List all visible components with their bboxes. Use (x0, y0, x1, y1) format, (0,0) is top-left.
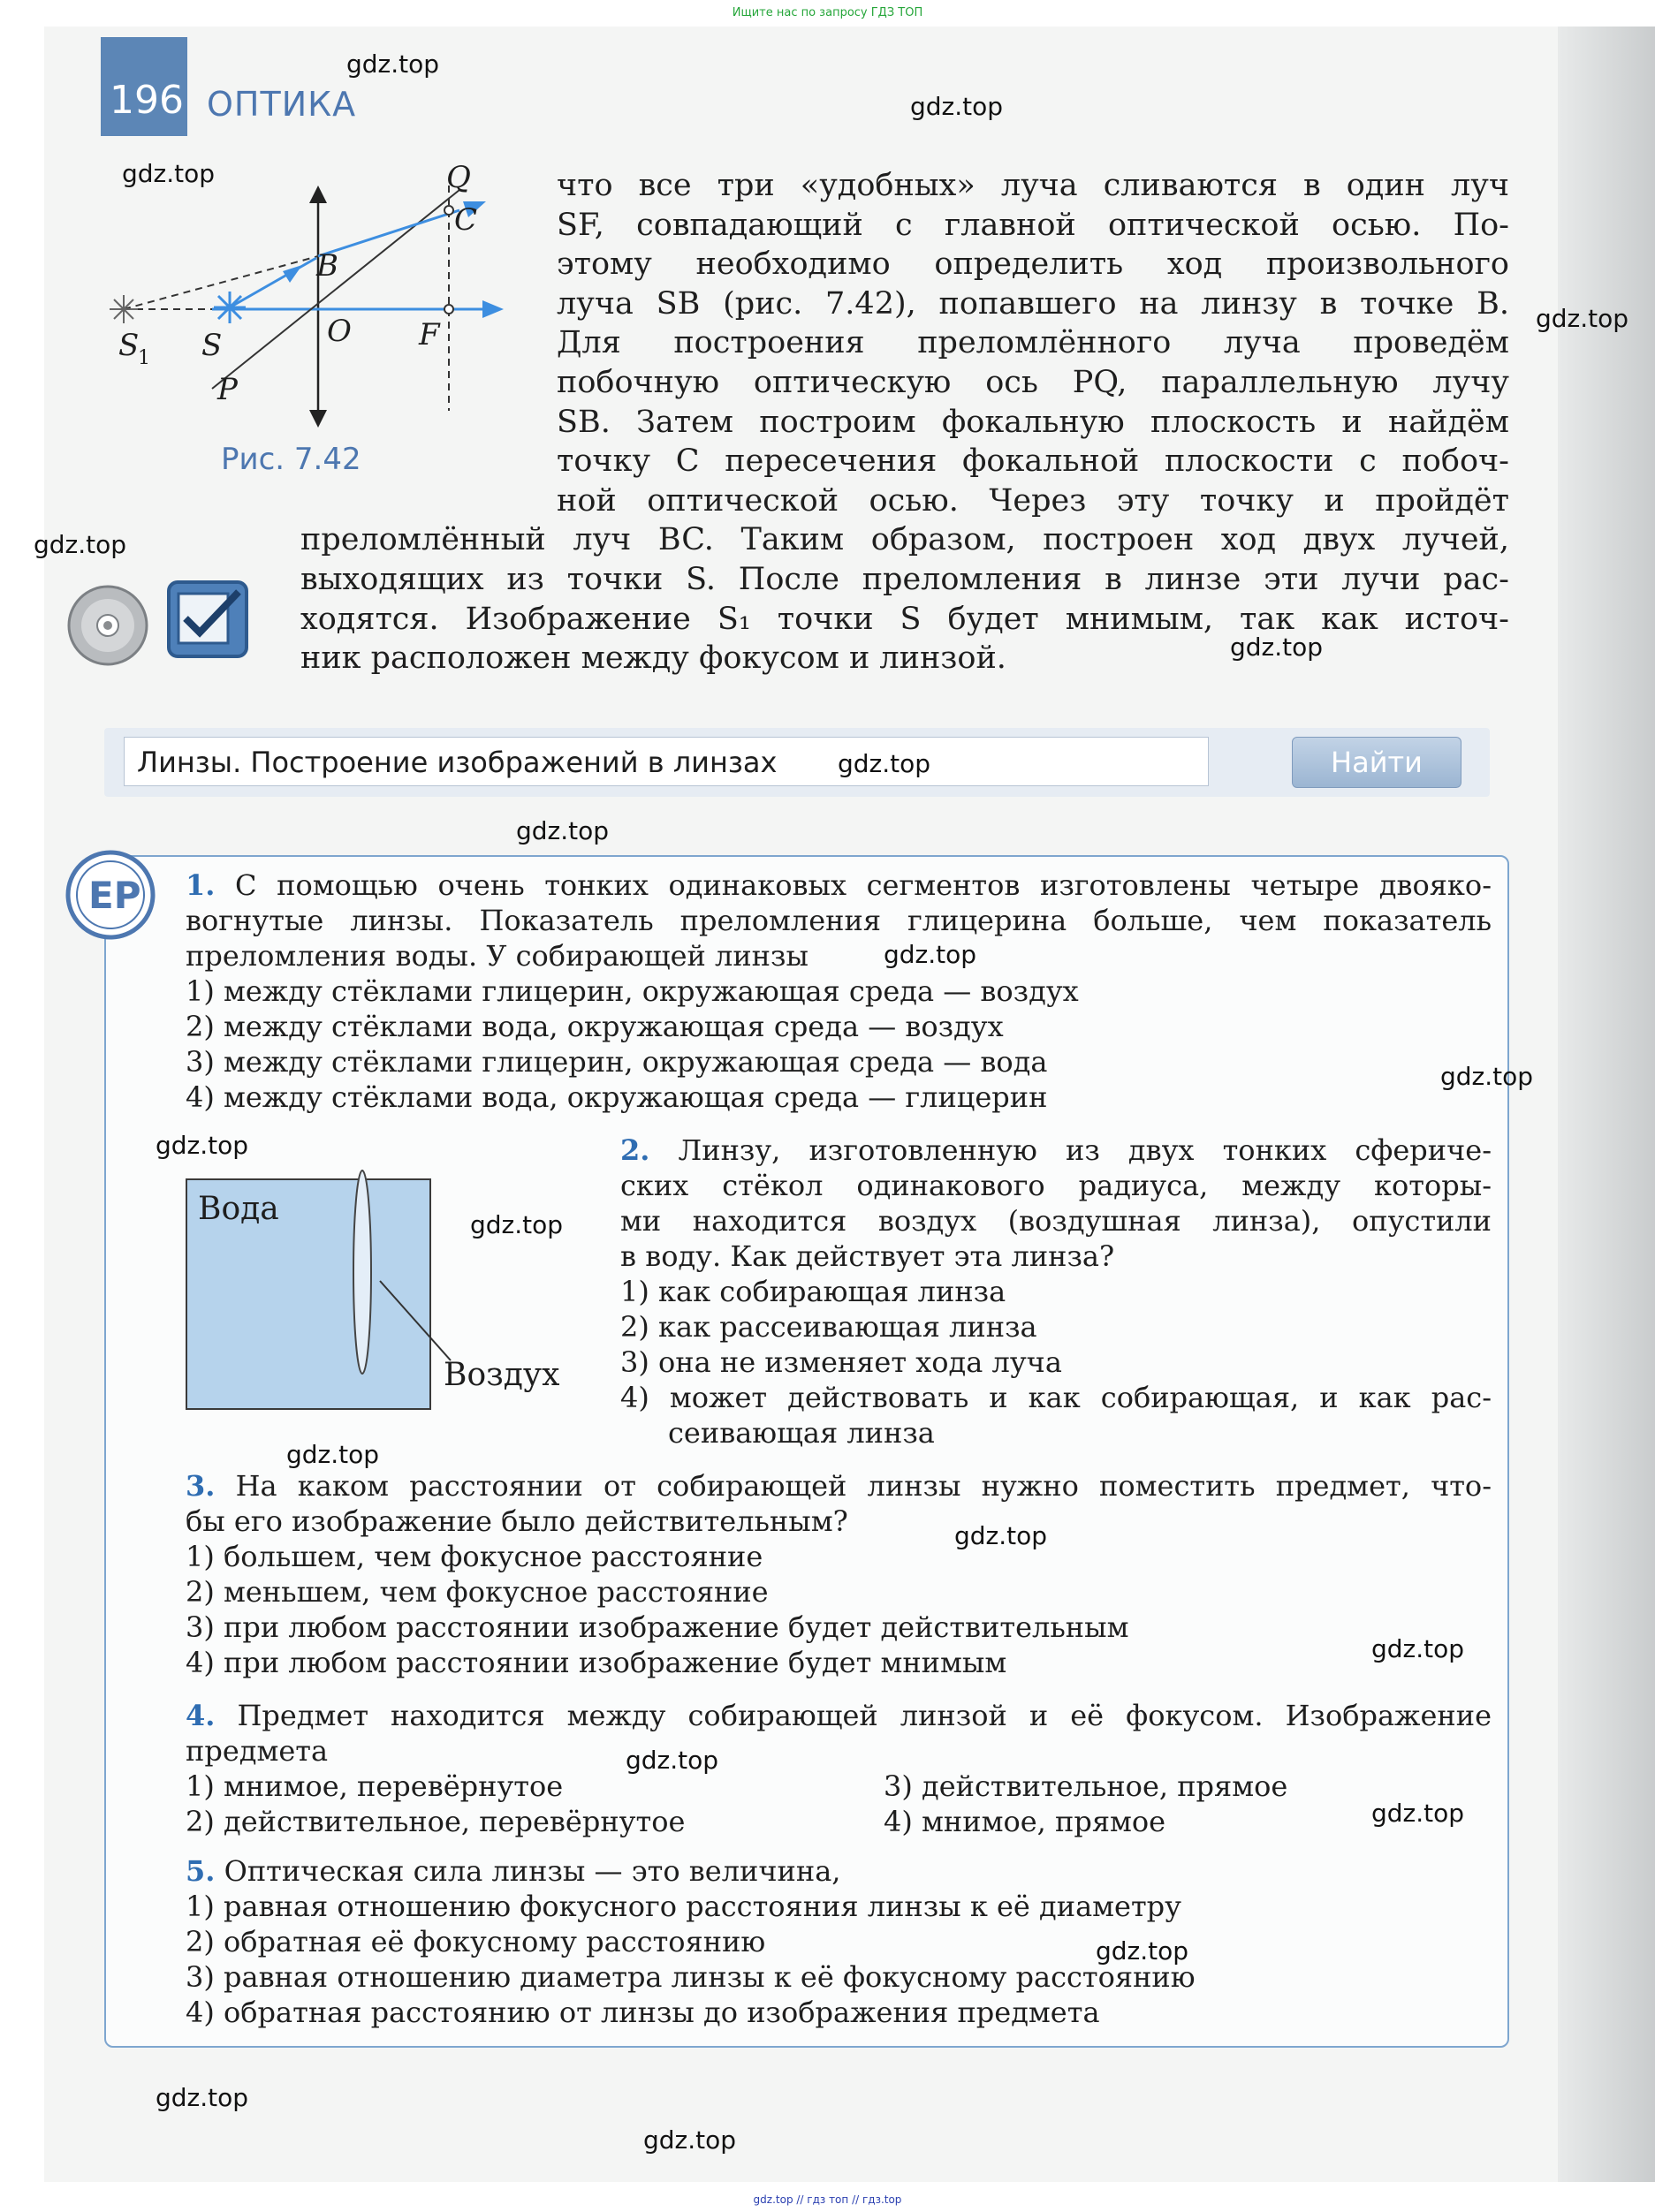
watermark: gdz.top (626, 1746, 719, 1775)
label-q: Q (446, 160, 471, 195)
text-line: луча SB (рис. 7.42), попавшего на линзу в точке B. (557, 285, 1509, 322)
watermark: gdz.top (156, 1131, 249, 1160)
task-text: Предмет находится между собирающей линзой и её фокусом. Изображение (237, 1699, 1492, 1732)
answer-option[interactable]: 2) между стёклами вода, окружающая среда — воздух (186, 1010, 1004, 1043)
air-label: Воздух (444, 1357, 560, 1393)
watermark: gdz.top (884, 940, 977, 969)
task-text: Оптическая сила линзы — это величина, (224, 1854, 841, 1888)
text-line: SB. Затем построим фокальную плоскость и найдём (557, 404, 1509, 440)
text-line: этому необходимо определить ход произвольного (557, 246, 1509, 283)
watermark: gdz.top (34, 530, 127, 559)
bottom-banner: gdz.top // гдз топ // гдз.top (753, 2193, 902, 2206)
page-number: 196 (110, 78, 184, 123)
label-p: P (217, 372, 238, 407)
answer-option[interactable]: 4) при любом расстоянии изображение будет мнимым (186, 1646, 1007, 1679)
watermark: gdz.top (516, 816, 610, 845)
task-number: 4. (186, 1699, 216, 1732)
page-edge-shadow (1558, 27, 1655, 2182)
svg-text:ЕР: ЕР (88, 874, 141, 917)
answer-option[interactable]: 1) как собирающая линза (620, 1275, 1006, 1308)
answer-option[interactable]: 1) равная отношению фокусного расстояния линзы к её диаметру (186, 1890, 1181, 1923)
task-text: предмета (186, 1734, 329, 1768)
task-number: 5. (186, 1854, 216, 1888)
text-line: точку C пересечения фокальной плоскости с побоч- (557, 443, 1509, 480)
answer-option[interactable]: 4) между стёклами вода, окружающая среда — глицерин (186, 1080, 1048, 1114)
watermark: gdz.top (156, 2083, 249, 2112)
watermark: gdz.top (1371, 1634, 1465, 1663)
watermark: gdz.top (346, 49, 440, 79)
text-line: SF, совпадающий с главной оптической осью. По- (557, 207, 1509, 243)
search-button[interactable]: Найти (1292, 737, 1461, 788)
task-number: 2. (620, 1133, 650, 1167)
text-line: Для построения преломлённого луча проведём (557, 325, 1509, 361)
label-s: S (201, 328, 223, 363)
label-b: B (316, 248, 338, 284)
task-2 (620, 1133, 1492, 1451)
watermark: gdz.top (286, 1440, 380, 1469)
text-line: что все три «удобных» луча сливаются в один луч (557, 168, 1509, 203)
er-logo-icon (62, 846, 159, 943)
text-line: выходящих из точки S. После преломления в линзе эти лучи рас- (300, 561, 1509, 597)
answer-option[interactable]: 2) меньшем, чем фокусное расстояние (186, 1575, 769, 1609)
answer-option[interactable]: 2) обратная её фокусному расстоянию (186, 1925, 766, 1958)
text-line: побочную оптическую ось PQ, параллельную лучу (557, 364, 1509, 400)
task-text: ми находится воздух (воздушная линза), опустили (620, 1204, 1492, 1238)
answer-option[interactable]: 1) между стёклами глицерин, окружающая среда — воздух (186, 974, 1079, 1008)
label-c: C (454, 202, 478, 238)
answer-option[interactable]: 4) мнимое, прямое (884, 1805, 1166, 1838)
watermark: gdz.top (1536, 304, 1629, 333)
watermark: gdz.top (122, 159, 216, 188)
label-s1: S (118, 328, 140, 363)
task-number: 3. (186, 1469, 216, 1503)
watermark: gdz.top (1371, 1799, 1465, 1828)
search-input[interactable]: Линзы. Построение изображений в линзах (124, 737, 1209, 786)
watermark: gdz.top (1440, 1062, 1534, 1091)
answer-option[interactable]: 4) может действовать и как собирающая, и как рас- (620, 1381, 1492, 1414)
source-s-icon (214, 292, 246, 323)
answer-option[interactable]: 3) между стёклами глицерин, окружающая среда — вода (186, 1045, 1048, 1079)
answer-option[interactable]: сеивающая линза (668, 1416, 935, 1450)
watermark: gdz.top (643, 2125, 737, 2155)
task-text: в воду. Как действует эта линза? (620, 1239, 1115, 1273)
task-text: вогнутые линзы. Показатель преломления глицерина больше, чем показатель (186, 904, 1492, 937)
task-text: На каком расстоянии от собирающей линзы нужно поместить предмет, что- (235, 1469, 1492, 1503)
watermark: gdz.top (838, 749, 931, 778)
task-text: ских стёкол одинакового радиуса, между которы- (620, 1169, 1492, 1202)
label-s1-sub: 1 (138, 347, 150, 369)
cd-disc-icon[interactable] (65, 583, 150, 668)
lens-ray-diagram (71, 159, 530, 433)
text-line: преломлённый луч BC. Таким образом, построен ход двух лучей, (300, 522, 1509, 558)
text-line: ник расположен между фокусом и линзой. (300, 640, 1006, 677)
top-banner: Ищите нас по запросу ГДЗ ТОП (732, 6, 923, 19)
answer-option[interactable]: 1) большем, чем фокусное расстояние (186, 1540, 763, 1573)
answer-option[interactable]: 3) равная отношению диаметра линзы к её фокусному расстоянию (186, 1960, 1196, 1994)
answer-option[interactable]: 1) мнимое, перевёрнутое (186, 1769, 564, 1803)
text-line: ходятся. Изображение S₁ точки S будет мнимым, так как источ- (300, 601, 1509, 637)
image-s1-icon (110, 295, 138, 323)
answer-option[interactable]: 3) при любом расстоянии изображение будет действительным (186, 1610, 1129, 1644)
task-1 (186, 867, 1492, 1115)
watermark: gdz.top (1096, 1936, 1189, 1966)
main-paragraph (300, 166, 1509, 678)
label-f: F (419, 317, 440, 352)
text-line: ной оптической осью. Через эту точку и пройдёт (557, 482, 1509, 519)
figure-caption: Рис. 7.42 (221, 442, 361, 477)
task-text: бы его изображение было действительным? (186, 1504, 848, 1538)
answer-option[interactable]: 2) как рассеивающая линза (620, 1310, 1037, 1344)
checklist-icon[interactable] (166, 580, 251, 661)
watermark: gdz.top (1230, 633, 1324, 662)
task-3 (186, 1468, 1492, 1680)
watermark: gdz.top (954, 1521, 1048, 1550)
section-title: ОПТИКА (207, 85, 357, 124)
water-label: Вода (198, 1191, 279, 1227)
task-text: С помощью очень тонких одинаковых сегментов изготовлены четыре двояко- (235, 868, 1492, 902)
watermark: gdz.top (910, 92, 1004, 121)
task-4 (186, 1698, 1492, 1839)
label-o: O (327, 314, 352, 349)
task-number: 1. (186, 868, 216, 902)
answer-option[interactable]: 2) действительное, перевёрнутое (186, 1805, 686, 1838)
answer-option[interactable]: 3) действительное, прямое (884, 1769, 1288, 1803)
answer-option[interactable]: 4) обратная расстоянию от линзы до изображения предмета (186, 1996, 1100, 2029)
task-text: Линзу, изготовленную из двух тонких сфериче- (678, 1133, 1492, 1167)
watermark: gdz.top (470, 1210, 564, 1239)
task-text: преломления воды. У собирающей линзы (186, 939, 809, 973)
answer-option[interactable]: 3) она не изменяет хода луча (620, 1345, 1062, 1379)
task-5 (186, 1853, 1492, 2030)
